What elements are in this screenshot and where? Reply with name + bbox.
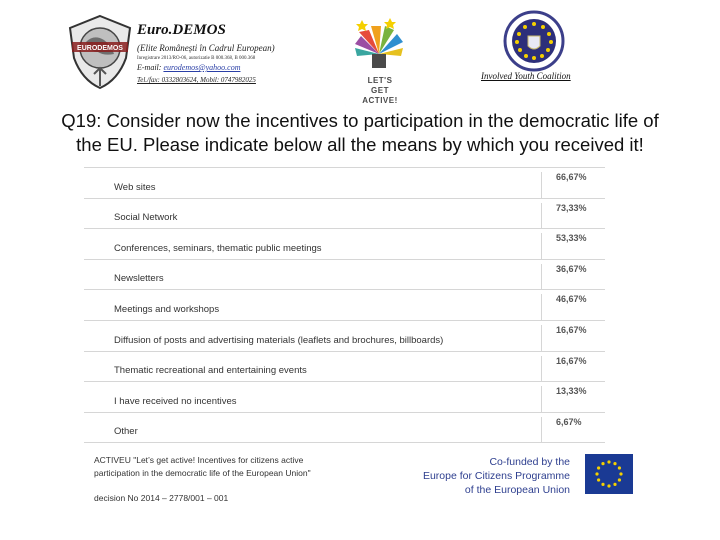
row-label: Diffusion of posts and advertising materials (leaflets and brochures, billboards) bbox=[114, 334, 444, 346]
table-row bbox=[84, 290, 605, 321]
row-label: Newsletters bbox=[114, 273, 164, 285]
cofund-line2: Europe for Citizens Programme bbox=[422, 470, 570, 482]
project-line2: participation in the democratic life of the European Union" bbox=[94, 468, 311, 478]
table-row bbox=[84, 382, 605, 413]
row-value-cell bbox=[541, 417, 606, 443]
row-value-cell bbox=[541, 203, 606, 229]
table-row bbox=[84, 199, 605, 230]
email-label: E-mail: bbox=[137, 63, 162, 72]
organization-info bbox=[137, 22, 275, 84]
results-table bbox=[84, 167, 605, 443]
table-row bbox=[84, 260, 605, 291]
row-value-cell bbox=[541, 325, 606, 351]
cofund-line3: of the European Union bbox=[464, 484, 570, 496]
row-value-cell bbox=[541, 356, 606, 382]
cofund-line1: Co-funded by the bbox=[489, 456, 570, 468]
row-value-cell bbox=[541, 264, 606, 290]
project-info bbox=[94, 454, 374, 505]
coalition-name: Involved Youth Coalition bbox=[481, 71, 571, 81]
row-label: I have received no incentives bbox=[114, 395, 237, 407]
eu-flag-icon bbox=[585, 454, 633, 494]
org-registration: Inregistrare 2013/RO-06, autorizatie B 000.368, B 000.368 bbox=[137, 56, 256, 61]
row-label: Meetings and workshops bbox=[114, 303, 220, 315]
row-value: 13,33% bbox=[556, 386, 587, 397]
row-label: Social Network bbox=[114, 212, 178, 224]
row-value-cell bbox=[541, 233, 606, 259]
row-value: 16,67% bbox=[556, 355, 587, 366]
row-label: Thematic recreational and entertaining events bbox=[114, 365, 307, 377]
row-value: 16,67% bbox=[556, 324, 587, 335]
table-row bbox=[84, 352, 605, 383]
row-label: Other bbox=[114, 426, 138, 438]
project-line1: ACTIVEU "Let’s get active! Incentives for citizens active bbox=[94, 455, 304, 465]
row-value: 73,33% bbox=[556, 202, 587, 213]
row-label: Conferences, seminars, thematic public meetings bbox=[114, 242, 322, 254]
question-line2: the EU. Please indicate below all the means by which you received it! bbox=[76, 134, 644, 155]
logo-text: EURODEMOS bbox=[77, 45, 123, 52]
row-value-cell bbox=[541, 172, 606, 198]
cofunding-text bbox=[405, 455, 570, 497]
org-tagline: (Elite Românești în Cadrul European) bbox=[137, 43, 275, 53]
table-row bbox=[84, 229, 605, 260]
question-text bbox=[0, 109, 720, 157]
org-name: Euro.DEMOS bbox=[137, 22, 226, 38]
org-email-line bbox=[137, 63, 275, 72]
row-value: 36,67% bbox=[556, 263, 587, 274]
lets-get-active-caption bbox=[358, 76, 402, 106]
row-label: Web sites bbox=[114, 181, 156, 193]
table-row bbox=[84, 321, 605, 352]
row-value: 46,67% bbox=[556, 294, 587, 305]
involved-youth-coalition-emblem bbox=[498, 10, 570, 72]
eurodemos-globe-logo bbox=[64, 12, 136, 92]
row-value: 53,33% bbox=[556, 233, 587, 244]
row-value: 66,67% bbox=[556, 172, 587, 182]
lets-get-active-line2: ACTIVE! bbox=[362, 96, 398, 105]
row-value-cell bbox=[541, 386, 606, 412]
row-value: 6,67% bbox=[556, 416, 582, 427]
question-line1: Q19: Consider now the incentives to participation in the democratic life of bbox=[61, 110, 659, 131]
email-link[interactable]: eurodemos@yahoo.com bbox=[163, 63, 241, 72]
row-value-cell bbox=[541, 294, 606, 320]
table-row bbox=[84, 413, 605, 444]
org-phone: Tel./fax: 0332803624, Mobil: 0747982025 bbox=[137, 76, 256, 84]
lets-get-active-line1: LET'S GET bbox=[367, 76, 393, 95]
table-row bbox=[84, 168, 605, 199]
decision-number: decision No 2014 – 2778/001 – 001 bbox=[94, 493, 229, 503]
